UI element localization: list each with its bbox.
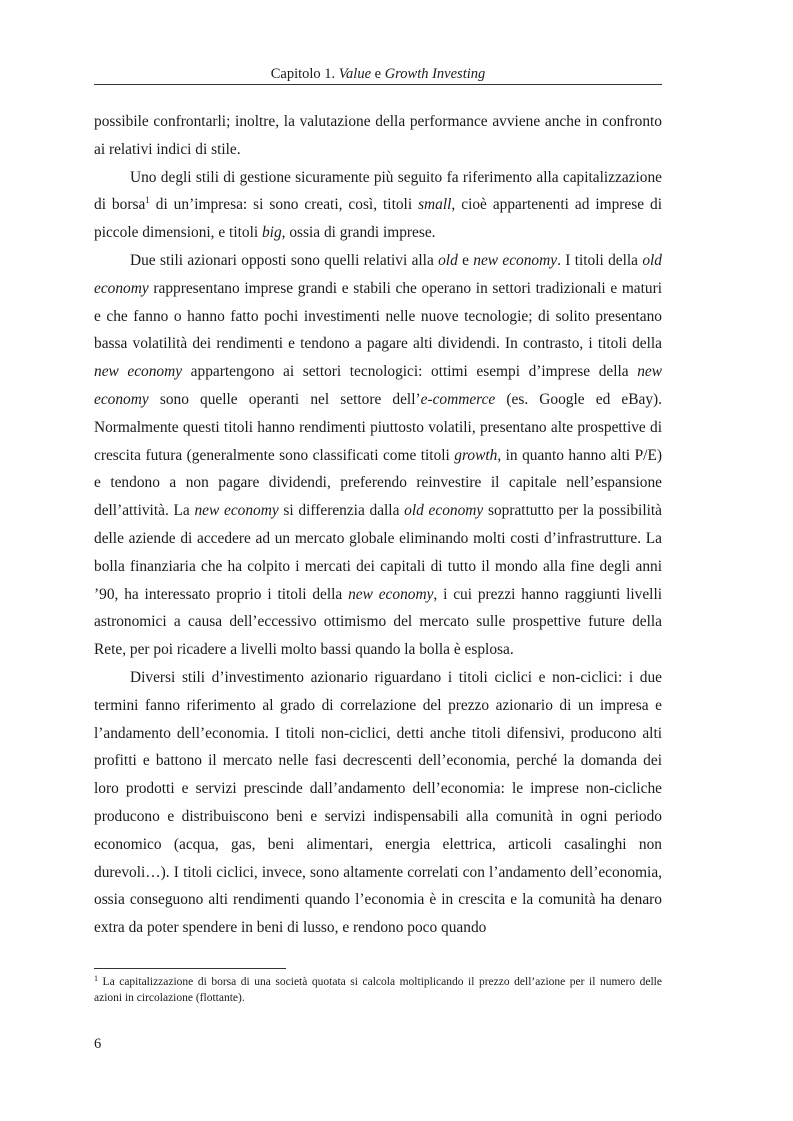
paragraph-2	[94, 164, 662, 247]
running-header	[94, 64, 662, 84]
page-number: 6	[94, 1036, 102, 1052]
p2-text-3: , cioè appartenenti ad imprese di piccole dimensioni, e titoli	[94, 196, 663, 242]
paragraph-3	[94, 247, 662, 664]
p3-text-4: rappresentano imprese grandi e stabili che operano in settori tradizionali e maturi e che fanno o hanno fatto pochi investimenti nelle nuove tecnologie; di solito presentano bassa volatilità dei rendimenti e tendono a pagare alti dividendi. In contrasto, i titoli della	[94, 279, 662, 353]
p2-text-2: di un’impresa: si sono creati, così, titoli	[149, 196, 419, 214]
p3-text-11: , i cui prezzi hanno raggiunti livelli astronomici a causa dell’eccessivo ottimismo del mercato sulle prospettive future della Rete, per poi ricadere a livelli molto bassi quando la bolla è esplosa.	[94, 585, 663, 659]
p3-italic-9: old economy	[404, 502, 484, 520]
header-title-and: e	[374, 66, 382, 82]
p3-text-2: e	[457, 251, 474, 269]
p3-text-7: (es. Google ed eBay). Normalmente questi titoli hanno rendimenti piuttosto volatili, presentano alte prospettive di crescita futura (generalmente sono classificati come titoli	[94, 390, 662, 464]
paragraph-1: possibile confrontarli; inoltre, la valutazione della performance avviene anche in confronto ai relativi indici di stile.	[94, 113, 662, 158]
header-rule	[94, 84, 662, 85]
footnote	[94, 974, 662, 1006]
p3-text-5: appartengono ai settori tecnologici: ottimi esempi d’imprese della	[182, 363, 638, 381]
p3-text-6: sono quelle operanti nel settore dell’	[148, 390, 421, 408]
p3-text-1: Due stili azionari opposti sono quelli relativi alla	[130, 251, 439, 269]
p3-text-10: soprattutto per la possibilità delle aziende di accedere ad un mercato globale eliminando molti costi d’infrastrutture. La bolla finanziaria che ha colpito i mercati dei capitali di tutto il mondo alla fine degli anni ’90, ha interessato proprio i titoli della	[94, 502, 662, 603]
paragraph-4: Diversi stili d’investimento azionario riguardano i titoli ciclici e non-ciclici: i due termini fanno riferimento al grado di correlazione del prezzo azionario di un impresa e l’andamento dell’economia. I titoli non-ciclici, detti anche titoli difensivi, producono alti profitti e battono il mercato nelle fasi decrescenti dell’economia, perché la domanda dei loro prodotti e servizi prescinde dall’andamento dell’economia: le imprese non-cicliche producono e distribuiscono beni e servizi indispensabili alla comunità in ogni periodo economico (acqua, gas, beni alimentari, energia elettrica, articoli casalinghi non durevoli…). I titoli ciclici, invece, sono altamente correlati con l’andamento dell’economia, ossia conseguono alti rendimenti quando l’economia è in crescita e la comunità ha denaro extra da poter spendere in beni di lusso, e rendono poco quando	[94, 668, 662, 937]
header-chapter: Capitolo 1.	[270, 66, 336, 82]
p2-italic-small: small	[418, 196, 452, 214]
p3-italic-10: new economy	[348, 585, 434, 603]
p3-text-9: si differenzia dalla	[278, 502, 405, 520]
p3-italic-6: e-commerce	[420, 390, 496, 408]
p3-italic-3: old economy	[94, 251, 662, 297]
p3-text-8: , in quanto hanno alti P/E) e tendono a non pagare dividendi, preferendo reinvestire il capitale nell’espansione dell’attività. La	[94, 446, 662, 520]
p3-italic-4: new economy	[94, 363, 183, 381]
p3-italic-7: growth	[454, 446, 498, 464]
p3-text-3: . I titoli della	[557, 251, 643, 269]
p3-italic-1: old	[438, 251, 458, 269]
p3-italic-8: new economy	[194, 502, 279, 520]
footnote-text: La capitalizzazione di borsa di una società quotata si calcola moltiplicando il prezzo dell’azione per il numero delle azioni in circolazione (flottante).	[94, 976, 662, 1004]
footnote-marker: 1	[94, 974, 98, 983]
footnote-reference[interactable]: 1	[145, 195, 150, 206]
p2-italic-big: big	[261, 224, 282, 242]
footnote-rule	[94, 968, 286, 969]
header-title-growth: Growth Investing	[384, 66, 486, 82]
p3-italic-2: new economy	[473, 251, 558, 269]
p3-italic-5: new economy	[94, 363, 662, 408]
body-text	[94, 108, 662, 942]
header-title-value: Value	[338, 66, 372, 82]
p2-text-1: Uno degli stili di gestione sicuramente più seguito fa riferimento alla capitalizzazione di borsa	[94, 168, 662, 214]
p2-text-4: , ossia di grandi imprese.	[281, 224, 436, 242]
